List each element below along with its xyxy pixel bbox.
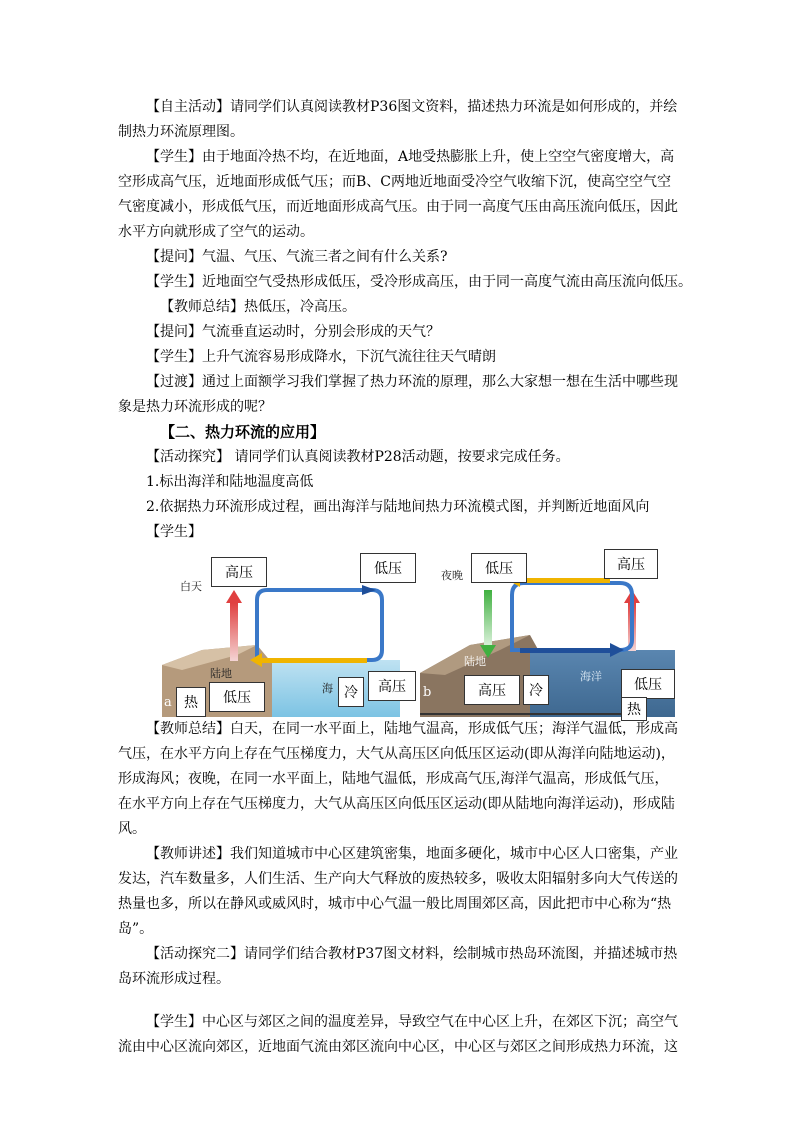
student-answer-3: 【学生】上升气流容易形成降水，下沉气流往往天气晴朗 <box>146 349 496 365</box>
land-label-a: 陆地 <box>210 667 232 680</box>
daytime-label: 白天 <box>180 580 202 593</box>
question-1: 【提问】气温、气压、气流三者之间有什么关系? <box>146 249 448 265</box>
a-lower-left-pressure-box: 低压 <box>209 682 265 712</box>
teacher-narration: 【教师讲述】我们知道城市中心区建筑密集，地面多硬化，城市中心区人口密集，产业发达，汽车数量多，人们生活、生产向大气释放的废热较多，吸收太阳辐射多向大气传送的热量也多，所以在静风或威风时，城市中心气温一般比周围郊区高，因此把市中心称为“热岛”。 <box>118 846 678 937</box>
sea-label-b: 海洋 <box>580 670 602 683</box>
question-2: 【提问】气流垂直运动时，分别会形成的天气？ <box>146 324 440 340</box>
a-upper-right-pressure-box: 低压 <box>360 553 416 583</box>
task-2: 2.依据热力环流形成过程，画出海洋与陆地间热力环流模式图，并判断近地面风向 <box>146 499 650 515</box>
b-lower-left-pressure-box: 高压 <box>464 675 520 705</box>
panel-b-letter: b <box>423 685 432 700</box>
upper-airflow-arrow-b <box>520 578 610 583</box>
land-breeze-arrow <box>520 648 610 653</box>
b-lower-right-pressure-box: 低压 <box>621 669 675 699</box>
land-label-b: 陆地 <box>464 655 486 668</box>
student-answer-2: 【学生】近地面空气受热形成低压，受冷形成高压，由于同一高度气流由高压流向低压。 <box>146 274 692 290</box>
a-land-temperature-box: 热 <box>176 687 206 717</box>
night-label: 夜晚 <box>441 569 463 582</box>
a-upper-left-pressure-box: 高压 <box>211 557 267 587</box>
sea-label-a: 海 <box>322 682 333 695</box>
sea-land-breeze-figure <box>162 545 677 720</box>
teacher-summary-1: 【教师总结】热低压，冷高压。 <box>160 299 356 315</box>
a-sea-temperature-box: 冷 <box>338 677 364 707</box>
b-land-temperature-box: 冷 <box>523 675 549 705</box>
transition-paragraph: 【过渡】通过上面额学习我们掌握了热力环流的原理，那么大家想一想在生活中哪些现象是热力环流形成的呢？ <box>118 374 678 415</box>
activity-explore: 【活动探究】 请同学们认真阅读教材P28活动题，按要求完成任务。 <box>146 449 570 465</box>
student-answer-4: 【学生】中心区与郊区之间的温度差异，导致空气在中心区上升，在郊区下沉；高空气流由中心区流向郊区，近地面气流由郊区流向中心区，中心区与郊区之间形成热力环流，这 <box>118 1014 678 1055</box>
sea-breeze-arrow <box>262 658 367 663</box>
a-lower-right-pressure-box: 高压 <box>368 671 416 701</box>
section-heading: 【二、热力环流的应用】 <box>160 423 326 441</box>
paragraph-self-activity: 【自主活动】请同学们认真阅读教材P36图文资料，描述热力环流是如何形成的，并绘制热力环流原理图。 <box>118 99 678 140</box>
b-upper-left-pressure-box: 低压 <box>471 553 527 583</box>
b-sea-temperature-box: 热 <box>621 697 647 721</box>
b-upper-right-pressure-box: 高压 <box>604 549 658 579</box>
sinking-air-arrow-b <box>484 590 492 645</box>
paragraph-student-1: 【学生】由于地面冷热不均，在近地面，A地受热膨胀上升，使上空空气密度增大，高空形成高气压，近地面形成低气压；而B、C两地近地面受冷空气收缩下沉，使高空空气空气密度减小，形成低气压，而近地面形成高气压。由于同一高度气压由高压流向低压，因此水平方向就形成了空气的运动。 <box>118 149 678 240</box>
rising-air-arrow-a <box>230 603 238 661</box>
activity-explore-2: 【活动探究二】请同学们结合教材P37图文材料，绘制城市热岛环流图，并描述城市热岛环流形成过程。 <box>118 946 678 987</box>
panel-a-letter: a <box>164 695 172 710</box>
teacher-summary-2: 【教师总结】白天，在同一水平面上，陆地气温高，形成低气压；海洋气温低，形成高气压，在水平方向上存在气压梯度力，大气从高压区向低压区运动(即从海洋向陆地运动)，形成海风；夜晚，在同一水平面上，陆地气温低，形成高气压,海洋气温高，形成低气压，在水平方向上存在气压梯度力，大气从高压区向低压区运动(即从陆地向海洋运动)，形成陆风。 <box>118 721 678 837</box>
task-1: 1.标出海洋和陆地温度高低 <box>146 474 314 490</box>
student-label: 【学生】 <box>146 524 202 540</box>
